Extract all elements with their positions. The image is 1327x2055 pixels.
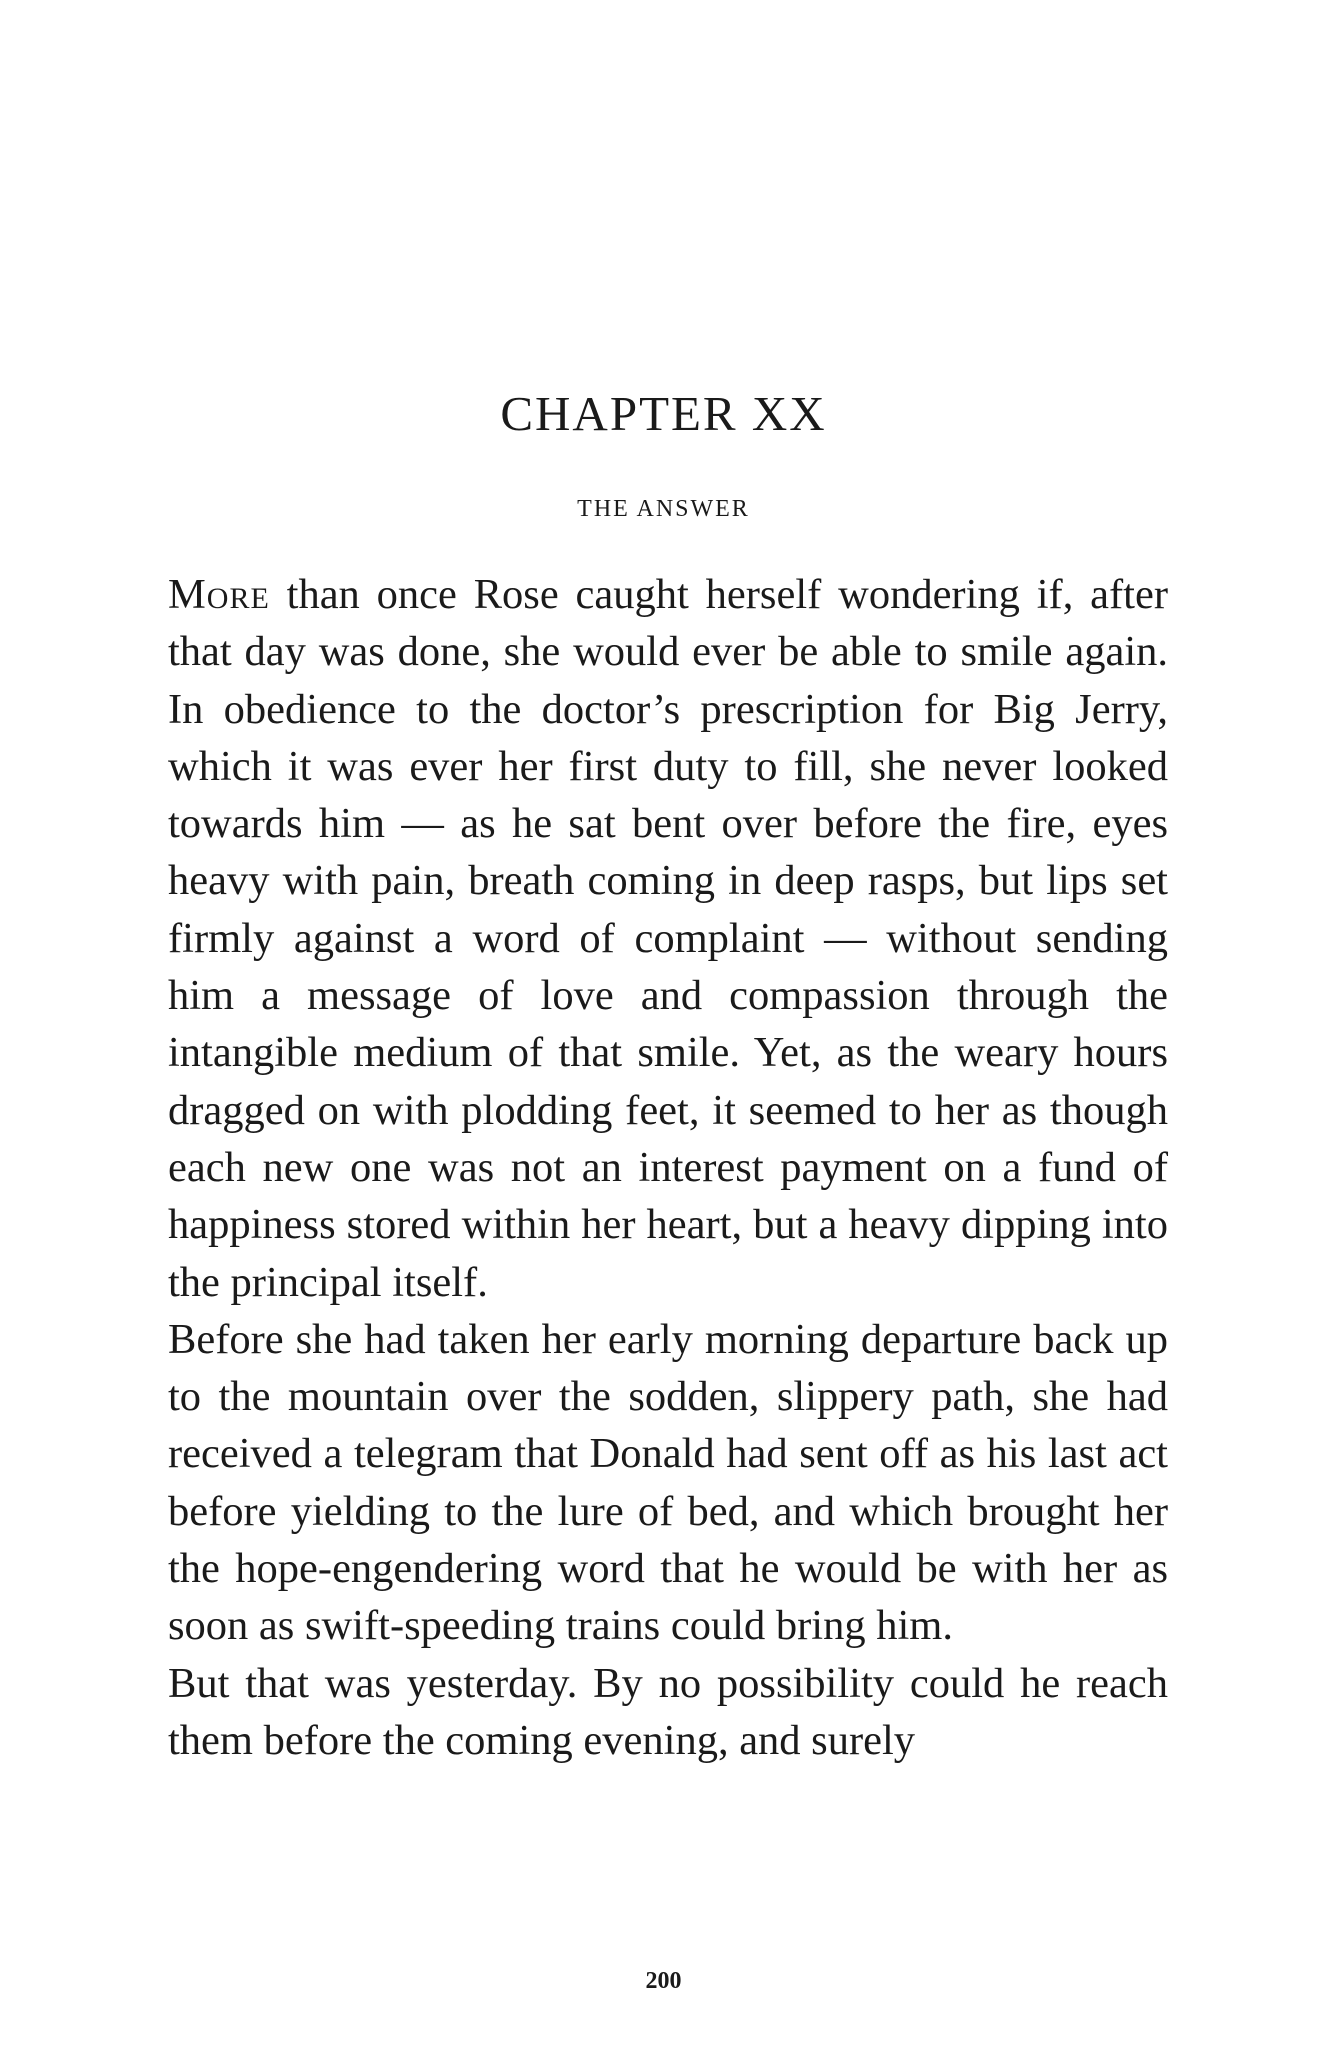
chapter-subtitle: THE ANSWER bbox=[577, 496, 750, 522]
paragraph-3: But that was yesterday. By no possibility could he reach them before the coming evening, and surely bbox=[168, 1659, 1168, 1764]
body-text bbox=[168, 566, 1168, 1769]
paragraph-lead-word: More bbox=[168, 571, 270, 618]
paragraph-1 bbox=[168, 566, 1168, 1311]
paragraph-1-text: than once Rose caught herself wondering if, after that day was done, she would ever be able to smile again. In obedience to the doctor’s prescription for Big Jerry, which it was ever her first duty to fill, she never looked towards him — as he sat bent over before the fire, eyes heavy with pain, breath coming in deep rasps, but lips set firmly against a word of complaint — without sending him a message of love and compassion through the intangible medium of that smile. Yet, as the weary hours dragged on with plodding feet, it seemed to her as though each new one was not an interest payment on a fund of happiness stored within her heart, but a heavy dipping into the principal itself. bbox=[168, 571, 1168, 1306]
paragraph-2: Before she had taken her early morning departure back up to the mountain over the sodden, slippery path, she had received a telegram that Donald had sent off as his last act before yielding to the lure of bed, and which brought her the hope-engendering word that he would be with her as soon as swift-speeding trains could bring him. bbox=[168, 1315, 1168, 1650]
page-number: 200 bbox=[645, 1968, 682, 1994]
chapter-title: CHAPTER XX bbox=[500, 386, 827, 441]
